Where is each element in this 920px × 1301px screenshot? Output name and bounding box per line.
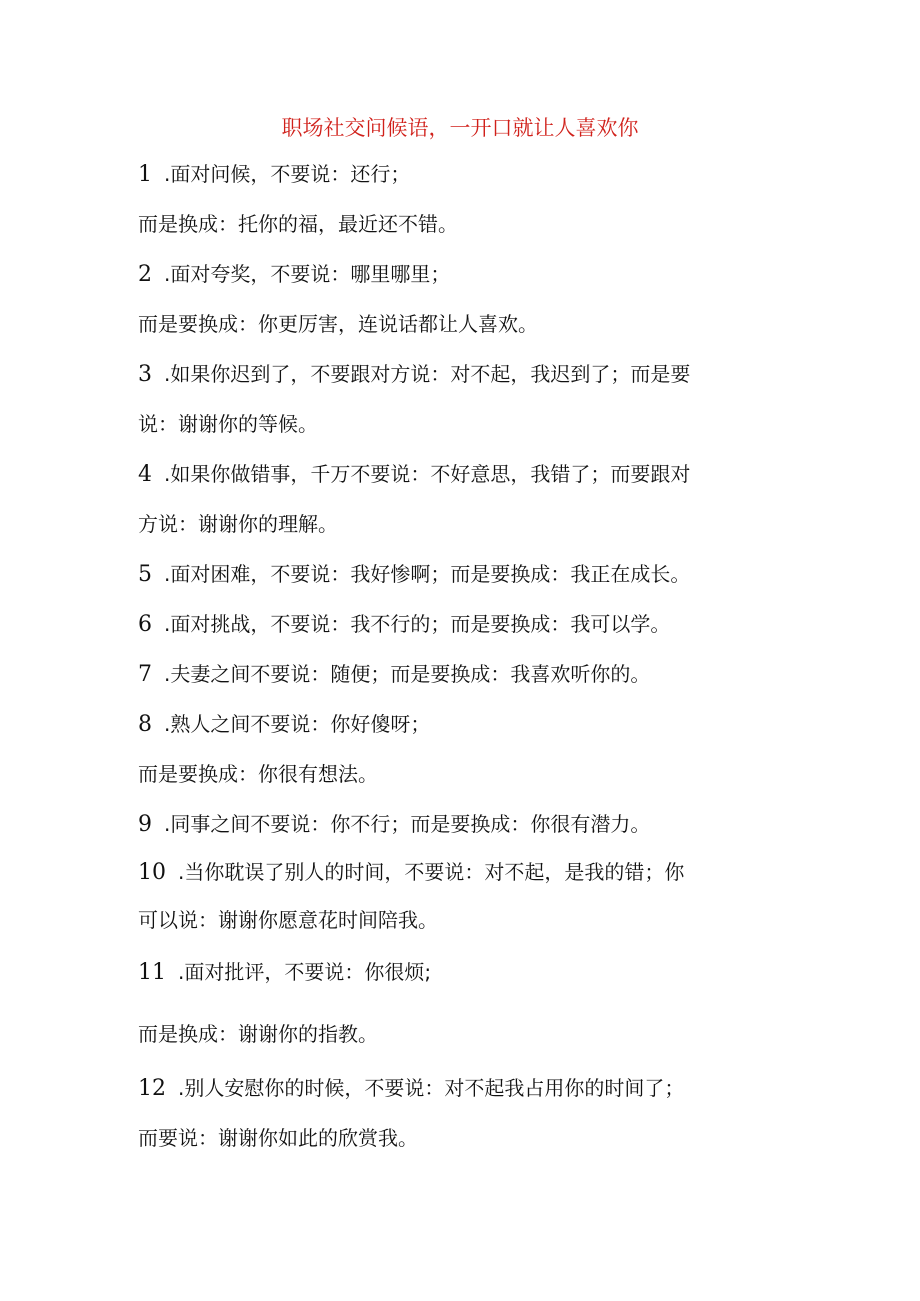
line-text: 而是要换成：你更厉害，连说话都让人喜欢。 [138, 312, 538, 336]
line-text: .如果你迟到了，不要跟对方说：对不起，我迟到了；而是要 [164, 362, 691, 386]
paragraph-line [138, 158, 410, 191]
paragraph-line [138, 856, 684, 889]
line-text: .面对夸奖，不要说：哪里哪里； [164, 262, 451, 286]
item-number: 3 [138, 362, 152, 387]
item-number: 2 [138, 262, 152, 287]
paragraph-line [138, 904, 438, 936]
paragraph-line [138, 208, 458, 240]
item-number: 4 [138, 462, 152, 487]
paragraph-line [138, 956, 431, 989]
line-text: .面对困难，不要说：我好惨啊；而是要换成：我正在成长。 [164, 562, 691, 586]
item-number: 1 [138, 162, 152, 187]
line-text: .面对挑战，不要说：我不行的；而是要换成：我可以学。 [164, 612, 671, 636]
item-number: 8 [138, 712, 152, 737]
line-text: 可以说：谢谢你愿意花时间陪我。 [138, 908, 438, 932]
paragraph-line [138, 808, 650, 841]
item-number: 5 [138, 562, 152, 587]
paragraph-line [138, 658, 650, 691]
paragraph-line [138, 508, 338, 540]
item-number: 12 [138, 1076, 166, 1101]
line-text: 说：谢谢你的等候。 [138, 412, 318, 436]
item-number: 10 [138, 860, 166, 885]
line-text: .面对问候，不要说：还行； [164, 162, 411, 186]
paragraph-line [138, 408, 318, 440]
line-text: .面对批评，不要说：你很烦; [178, 960, 432, 984]
paragraph-line [138, 458, 690, 491]
item-number: 7 [138, 662, 152, 687]
line-text: 而要说：谢谢你如此的欣赏我。 [138, 1126, 418, 1150]
paragraph-line [138, 758, 378, 790]
line-text: 而是换成：谢谢你的指教。 [138, 1022, 378, 1046]
line-text: 方说：谢谢你的理解。 [138, 512, 338, 536]
item-number: 9 [138, 812, 152, 837]
paragraph-line [138, 258, 450, 291]
line-text: .熟人之间不要说：你好傻呀； [164, 712, 431, 736]
paragraph-line [138, 608, 670, 641]
line-text: .如果你做错事，千万不要说：不好意思，我错了；而要跟对 [164, 462, 691, 486]
line-text: .夫妻之间不要说：随便；而是要换成：我喜欢听你的。 [164, 662, 651, 686]
line-text: 而是要换成：你很有想法。 [138, 762, 378, 786]
line-text: .当你耽误了别人的时间，不要说：对不起，是我的错；你 [178, 860, 685, 884]
line-text: .别人安慰你的时候，不要说：对不起我占用你的时间了； [178, 1076, 685, 1100]
paragraph-line [138, 1122, 418, 1154]
item-number: 11 [138, 960, 166, 985]
document-title: 职场社交问候语，一开口就让人喜欢你 [281, 116, 639, 140]
item-number: 6 [138, 612, 152, 637]
line-text: 而是换成：托你的福，最近还不错。 [138, 212, 458, 236]
line-text: .同事之间不要说：你不行；而是要换成：你很有潜力。 [164, 812, 651, 836]
paragraph-line [138, 1018, 378, 1050]
paragraph-line [138, 358, 690, 391]
paragraph-line [138, 708, 430, 741]
paragraph-line [138, 1072, 684, 1105]
paragraph-line [138, 308, 538, 340]
paragraph-line [138, 558, 690, 591]
